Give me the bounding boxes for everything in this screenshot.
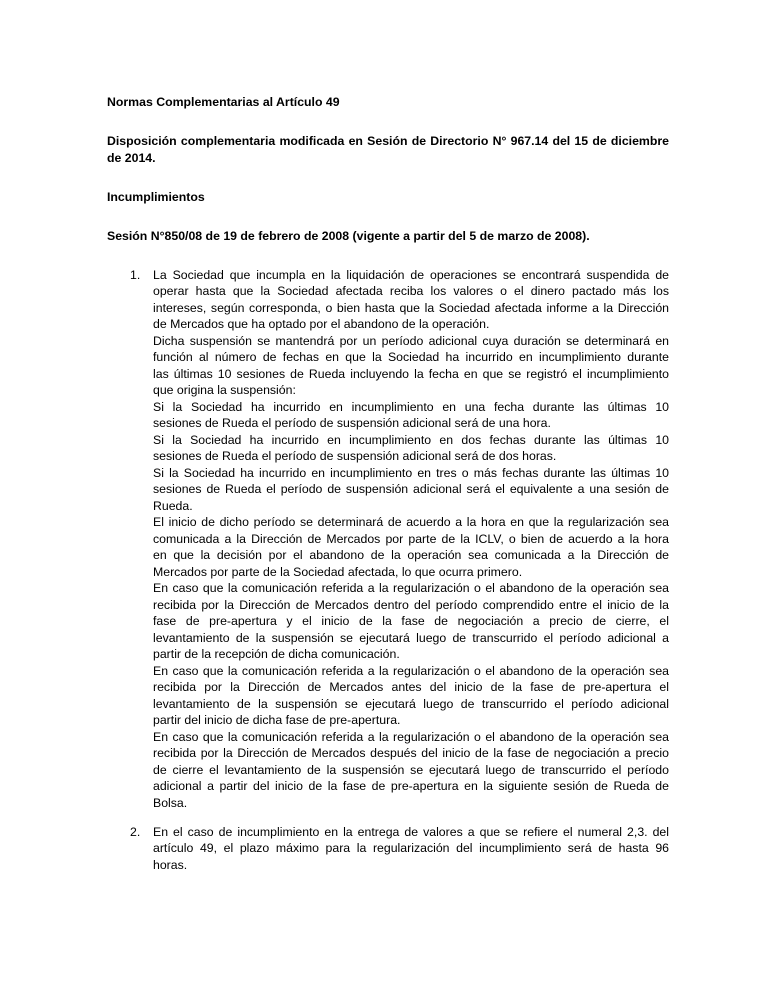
text-line: Bolsa. bbox=[153, 795, 188, 810]
text-line: sesiones de Rueda el período de suspensión adicional será de dos horas. bbox=[153, 449, 557, 463]
text-line: El inicio de dicho período se determinará de acuerdo a la hora en que la regularización sea bbox=[153, 515, 669, 529]
text-line: Si la Sociedad ha incurrido en incumplimiento en tres o más fechas durante las últimas 10 bbox=[153, 465, 669, 480]
paragraph bbox=[153, 432, 669, 465]
disposition-line: Disposición complementaria modificada en Sesión de Directorio N° 967.14 del 15 de diciembre bbox=[107, 134, 669, 148]
text-line: Dicha suspensión se mantendrá por un período adicional cuya duración se determinará en bbox=[153, 333, 669, 348]
paragraph bbox=[153, 465, 669, 515]
section-heading: Incumplimientos bbox=[107, 189, 205, 204]
text-line: fase de pre-apertura y el inicio de la fase de negociación a precio de cierre, el bbox=[153, 614, 669, 628]
text-line: intereses, según corresponda, o bien hasta que la Sociedad afectada informe a la Dirección bbox=[153, 300, 669, 315]
text-line: horas. bbox=[153, 857, 188, 872]
text-line: partir del inicio de dicha fase de pre-apertura. bbox=[153, 713, 401, 727]
text-line: sesiones de Rueda el período de suspensión adicional será el equivalente a una sesión de bbox=[153, 482, 669, 496]
disposition-line: de 2014. bbox=[107, 150, 156, 165]
paragraph bbox=[153, 580, 669, 663]
disposition-heading bbox=[107, 133, 669, 166]
text-line: de cierre el levantamiento de la suspensión se ejecutará luego de transcurrido el período bbox=[153, 762, 669, 777]
text-line: recibida por la Dirección de Mercados antes del inicio de la fase de pre-apertura el bbox=[153, 680, 669, 694]
paragraph bbox=[153, 514, 669, 580]
text-line: que origina la suspensión: bbox=[153, 383, 296, 397]
text-line: operar hasta que la Sociedad afectada reciba los valores o el dinero pactado más los bbox=[153, 284, 669, 298]
text-line: Mercados por parte de la Sociedad afectada, lo que ocurra primero. bbox=[153, 564, 523, 579]
text-line: levantamiento de la suspensión se ejecutará luego de transcurrido el período adicional a bbox=[153, 630, 669, 645]
paragraph bbox=[153, 267, 669, 333]
text-line: Si la Sociedad ha incurrido en incumplimiento en una fecha durante las últimas 10 bbox=[153, 399, 669, 414]
text-line: recibida por la Dirección de Mercados dentro del período comprendido entre el inicio de la bbox=[153, 597, 669, 612]
document-page bbox=[107, 94, 669, 886]
text-line: en que la decisión por el abandono de la operación sea comunicada a la Dirección de bbox=[153, 548, 669, 562]
paragraph bbox=[153, 333, 669, 399]
paragraph bbox=[153, 824, 669, 874]
document-title: Normas Complementarias al Artículo 49 bbox=[107, 95, 340, 109]
text-line: En caso que la comunicación referida a la regularización o el abandono de la operación sea bbox=[153, 663, 669, 678]
text-line: En caso que la comunicación referida a la regularización o el abandono de la operación sea bbox=[153, 729, 669, 744]
list-number: 1. bbox=[130, 267, 141, 282]
session-heading: Sesión N°850/08 de 19 de febrero de 2008 (vigente a partir del 5 de marzo de 2008). bbox=[107, 228, 590, 243]
text-line: recibida por la Dirección de Mercados después del inicio de la fase de negociación a precio bbox=[153, 746, 669, 760]
paragraph bbox=[153, 399, 669, 432]
text-line: levantamiento de la suspensión se ejecutará luego de transcurrido el período adicional bbox=[153, 696, 669, 711]
text-line: artículo 49, el plazo máximo para la regularización del incumplimiento será de hasta 96 bbox=[153, 841, 669, 855]
text-line: En caso que la comunicación referida a la regularización o el abandono de la operación sea bbox=[153, 581, 669, 595]
text-line: de Mercados que ha optado por el abandono de la operación. bbox=[153, 317, 490, 331]
text-line: sesiones de Rueda el período de suspensión adicional será de una hora. bbox=[153, 416, 551, 430]
text-line: partir de la recepción de dicha comunicación. bbox=[153, 647, 400, 661]
text-line: adicional a partir del inicio de la fase de pre-apertura en la siguiente sesión de Rueda de bbox=[153, 779, 669, 793]
text-line: En el caso de incumplimiento en la entrega de valores a que se refiere el numeral 2,3. del bbox=[153, 824, 669, 839]
numbered-list bbox=[107, 267, 669, 874]
list-number: 2. bbox=[130, 824, 141, 839]
text-line: Rueda. bbox=[153, 498, 193, 513]
text-line: comunicada a la Dirección de Mercados por parte de la ICLV, o bien de acuerdo a la hora bbox=[153, 531, 669, 546]
paragraph bbox=[153, 729, 669, 812]
text-line: La Sociedad que incumpla en la liquidación de operaciones se encontrará suspendida de bbox=[153, 267, 669, 282]
paragraph bbox=[153, 663, 669, 729]
list-item bbox=[107, 824, 669, 874]
text-line: Si la Sociedad ha incurrido en incumplimiento en dos fechas durante las últimas 10 bbox=[153, 432, 669, 447]
text-line: las últimas 10 sesiones de Rueda incluyendo la fecha en que se registró el incumplimiento bbox=[153, 366, 669, 381]
list-item bbox=[107, 267, 669, 812]
text-line: función al número de fechas en que la Sociedad ha incurrido en incumplimiento durante bbox=[153, 350, 669, 364]
